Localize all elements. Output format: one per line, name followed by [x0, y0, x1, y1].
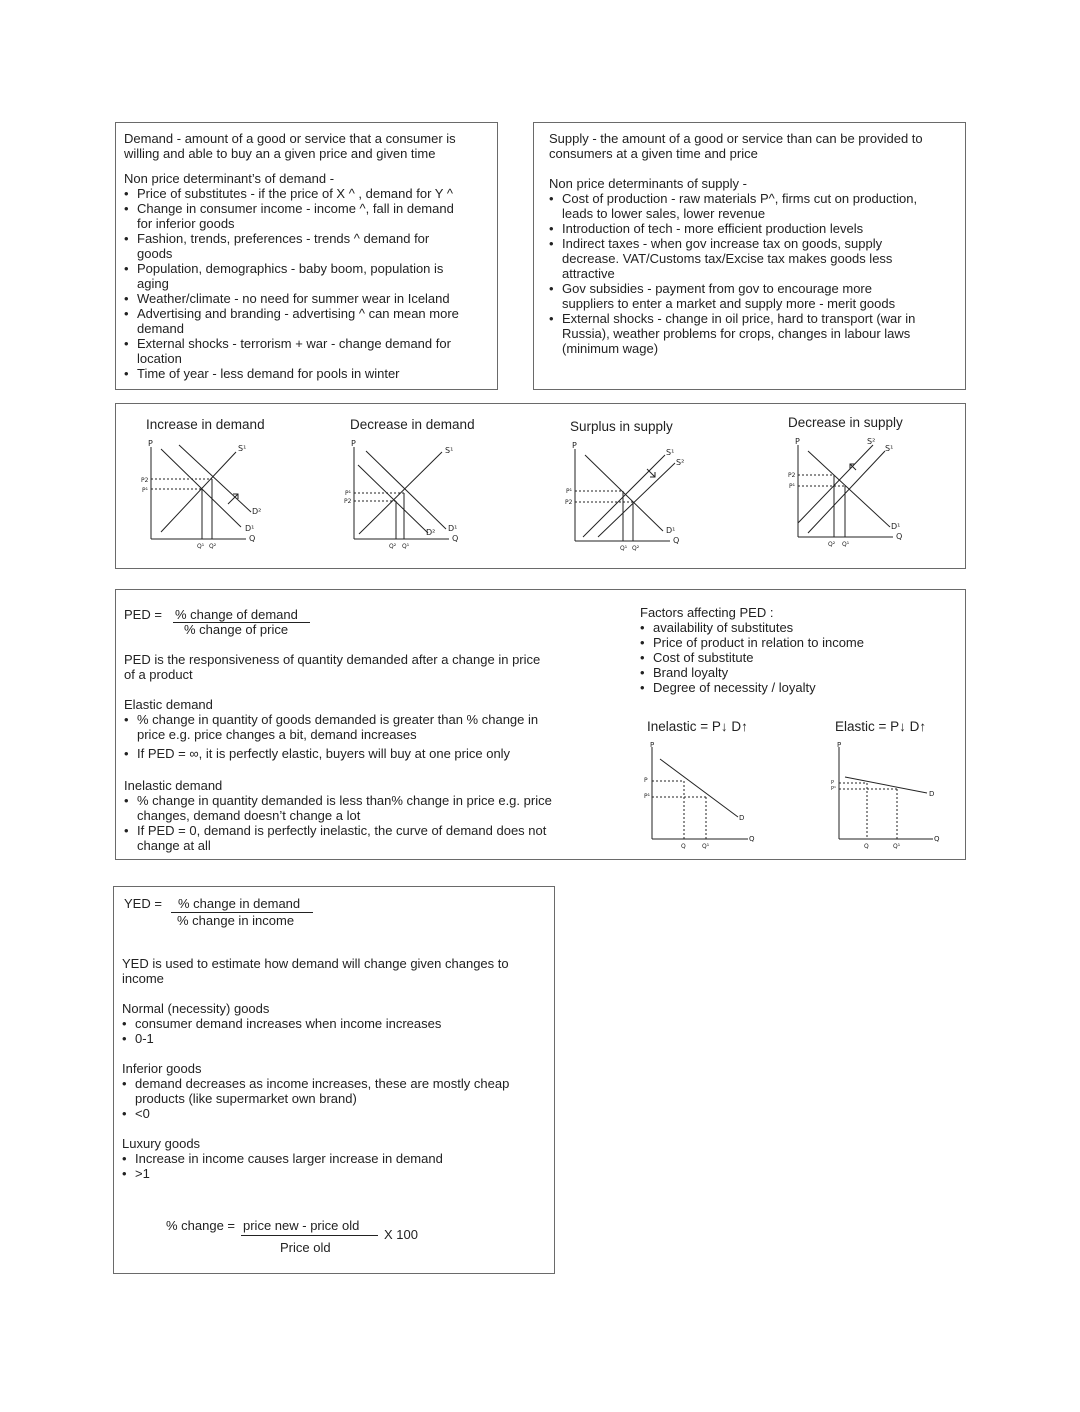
label-p1: P¹ — [789, 483, 796, 490]
demand-definition-line: willing and able to buy an a given price and given time — [124, 146, 436, 161]
pct-change-multiplier: X 100 — [384, 1227, 418, 1242]
yed-definition-line: YED is used to estimate how demand will change given changes to — [122, 956, 509, 971]
list-item: • consumer demand increases when income increases — [122, 1016, 441, 1031]
label-q1: Q¹ — [893, 843, 901, 850]
list-item — [549, 221, 917, 236]
list-item-line: • Advertising and branding - advertising ^ can mean more — [137, 306, 459, 321]
label-q1: Q¹ — [402, 543, 410, 550]
list-item-line: aging — [137, 276, 169, 291]
demand-curve — [660, 759, 738, 817]
normal-goods-heading: Normal (necessity) goods — [122, 1001, 270, 1016]
list-item-line: • Price of substitutes - if the price of X ^ , demand for Y ^ — [137, 186, 453, 201]
supply-definition-line: Supply - the amount of a good or service than can be provided to — [549, 131, 923, 146]
list-item-line: price e.g. price changes a bit, demand increases — [137, 727, 417, 742]
list-item — [122, 1076, 509, 1106]
supply-curve-s2 — [798, 445, 873, 523]
label-d1: D¹ — [448, 524, 458, 533]
label-p1: P¹ — [345, 490, 352, 497]
list-item-line: (minimum wage) — [562, 341, 659, 356]
supply-determinants-heading: Non price determinants of supply - — [549, 176, 747, 191]
list-item: • >1 — [122, 1166, 443, 1181]
demand-curve-d2 — [358, 465, 428, 533]
label-p: P — [831, 780, 835, 786]
pct-change-denominator: Price old — [280, 1240, 331, 1255]
list-item-line: changes, demand doesn’t change a lot — [137, 808, 361, 823]
list-item — [124, 186, 459, 201]
ped-formula-denominator: % change of price — [184, 622, 289, 637]
label-q2: Q² — [389, 543, 397, 550]
list-item-line: • Indirect taxes - when gov increase tax on goods, supply — [562, 236, 883, 251]
yed-formula-numerator: % change in demand — [178, 896, 301, 911]
list-item-line: products (like supermarket own brand) — [135, 1091, 357, 1106]
yed-formula-denominator: % change in income — [177, 913, 295, 928]
supply-box — [533, 122, 966, 390]
axis-label-q: Q — [452, 534, 459, 543]
axis-label-p: P — [572, 441, 577, 450]
ped-definition-line: of a product — [124, 667, 193, 682]
list-item — [124, 823, 552, 853]
pct-change-label: % change = — [166, 1218, 236, 1233]
list-item-line: decrease. VAT/Customs tax/Excise tax makes goods less — [562, 251, 893, 266]
label-p1: P¹ — [831, 786, 837, 792]
axis-label-p: P — [837, 741, 842, 749]
supply-curve-s1 — [808, 451, 885, 533]
label-d: D — [739, 814, 745, 822]
graph-title-increase-demand: Increase in demand — [146, 417, 265, 432]
label-s2: S² — [676, 458, 685, 467]
supply-curve-s1 — [161, 452, 236, 532]
list-item — [124, 261, 459, 291]
yed-formula-label: YED = — [124, 896, 162, 911]
inferior-goods-heading: Inferior goods — [122, 1061, 202, 1076]
list-item-line: for inferior goods — [137, 216, 235, 231]
decrease-supply-graph — [788, 435, 923, 550]
elastic-graph-title: Elastic = P↓ D↑ — [835, 719, 927, 734]
list-item: • Degree of necessity / loyalty — [640, 680, 864, 695]
label-d: D — [929, 790, 935, 798]
list-item-line: • Weather/climate - no need for summer wear in Iceland — [137, 291, 450, 306]
list-item-line: • % change in quantity demanded is less than% change in price e.g. price — [137, 793, 552, 808]
list-item: • Brand loyalty — [640, 665, 864, 680]
ped-definition — [124, 652, 540, 682]
list-item: • Cost of substitute — [640, 650, 864, 665]
yed-box — [113, 886, 555, 1274]
list-item-line: • Population, demographics - baby boom, population is — [137, 261, 444, 276]
list-item — [124, 712, 538, 742]
surplus-supply-graph — [565, 439, 695, 554]
axis-label-q: Q — [934, 835, 940, 843]
list-item-line: • Time of year - less demand for pools in winter — [137, 366, 400, 381]
axis-label-p: P — [351, 439, 356, 448]
supply-definition — [549, 131, 923, 161]
demand-curve-d1 — [161, 449, 241, 527]
list-item-line: attractive — [562, 266, 615, 281]
list-item — [124, 291, 459, 306]
luxury-goods-heading: Luxury goods — [122, 1136, 201, 1151]
inferior-goods-list — [122, 1076, 509, 1121]
list-item — [549, 236, 917, 281]
list-item — [549, 311, 917, 356]
list-item — [549, 281, 917, 311]
label-q1: Q¹ — [620, 545, 628, 552]
elastic-demand-graph — [825, 739, 950, 854]
label-q1: Q¹ — [842, 541, 850, 548]
list-item-line: • If PED = ∞, it is perfectly elastic, buyers will buy at one price only — [137, 746, 511, 761]
list-item-line: • % change in quantity of goods demanded is greater than % change in — [137, 712, 539, 727]
list-item: • <0 — [122, 1106, 509, 1121]
axis-label-q: Q — [673, 536, 680, 545]
list-item — [124, 746, 538, 761]
inelastic-graph-title: Inelastic = P↓ D↑ — [647, 719, 748, 734]
label-s1: S¹ — [885, 444, 894, 453]
decrease-demand-graph — [344, 437, 474, 552]
graph-title-decrease-supply: Decrease in supply — [788, 415, 903, 430]
list-item-line: • Introduction of tech - more efficient production levels — [562, 221, 864, 236]
list-item-line: • Change in consumer income - income ^, fall in demand — [137, 201, 454, 216]
ped-formula-label: PED = — [124, 607, 162, 622]
ped-definition-line: PED is the responsiveness of quantity demanded after a change in price — [124, 652, 541, 667]
list-item-line: • External shocks - terrorism + war - change demand for — [137, 336, 451, 351]
label-q2: Q² — [632, 545, 640, 552]
pct-change-fraction-bar — [241, 1235, 378, 1236]
label-s1: S¹ — [666, 448, 675, 457]
inelastic-demand-graph — [640, 739, 765, 854]
label-p2: P2 — [788, 472, 796, 479]
demand-curve-d1 — [366, 451, 446, 529]
elastic-list — [124, 712, 538, 761]
demand-curve — [845, 777, 927, 793]
axis-label-q: Q — [249, 534, 256, 543]
supply-definition-line: consumers at a given time and price — [549, 146, 758, 161]
list-item — [124, 366, 459, 381]
inelastic-heading: Inelastic demand — [124, 778, 223, 793]
axis-label-p: P — [650, 741, 655, 749]
label-q2: Q² — [209, 543, 217, 550]
label-p2: P2 — [141, 477, 149, 484]
list-item-line: demand — [137, 321, 184, 336]
list-item — [124, 306, 459, 336]
list-item-line: change at all — [137, 838, 211, 853]
list-item: • availability of substitutes — [640, 620, 864, 635]
inelastic-list — [124, 793, 552, 853]
pct-change-numerator: price new - price old — [243, 1218, 360, 1233]
label-p1: P¹ — [644, 793, 651, 800]
list-item-line: location — [137, 351, 182, 366]
ped-box — [115, 589, 966, 860]
ped-formula-numerator: % change of demand — [175, 607, 298, 622]
list-item-line: • Cost of production - raw materials P^, firms cut on production, — [562, 191, 918, 206]
list-item-line: goods — [137, 246, 173, 261]
label-p: P — [644, 777, 648, 784]
axis-label-p: P — [795, 437, 800, 446]
demand-curve-d1 — [585, 455, 663, 531]
list-item — [124, 793, 552, 823]
yed-definition — [122, 956, 509, 986]
list-item — [124, 336, 459, 366]
list-item: • 0-1 — [122, 1031, 441, 1046]
list-item: • Increase in income causes larger increase in demand — [122, 1151, 443, 1166]
axis-label-q: Q — [749, 835, 755, 843]
supply-determinants-list — [549, 191, 917, 356]
graphs-box — [115, 403, 966, 569]
label-q: Q — [681, 843, 686, 850]
list-item-line: • Gov subsidies - payment from gov to encourage more — [562, 281, 872, 296]
demand-definition-line: Demand - amount of a good or service that a consumer is — [124, 131, 456, 146]
demand-determinants-list — [124, 186, 459, 381]
demand-definition — [124, 131, 456, 161]
label-q1: Q¹ — [197, 543, 205, 550]
graph-title-decrease-demand: Decrease in demand — [350, 417, 475, 432]
axis-label-p: P — [148, 439, 153, 448]
list-item — [124, 201, 459, 231]
list-item: • Price of product in relation to income — [640, 635, 864, 650]
ped-factors-heading: Factors affecting PED : — [640, 605, 774, 620]
label-p2: P2 — [344, 498, 352, 505]
label-p1: P¹ — [142, 487, 149, 494]
list-item-line: • If PED = 0, demand is perfectly inelastic, the curve of demand does not — [137, 823, 547, 838]
yed-definition-line: income — [122, 971, 164, 986]
list-item-line: • Fashion, trends, preferences - trends ^ demand for — [137, 231, 430, 246]
label-s1: S¹ — [238, 444, 247, 453]
shift-arrow — [850, 464, 856, 470]
label-d1: D¹ — [891, 522, 901, 531]
demand-box — [115, 122, 498, 390]
list-item-line: Russia), weather problems for crops, changes in labour laws — [562, 326, 911, 341]
luxury-goods-list — [122, 1151, 443, 1181]
normal-goods-list — [122, 1016, 441, 1046]
increase-demand-graph — [141, 437, 271, 552]
label-q: Q — [864, 843, 869, 850]
ped-factors-list — [640, 620, 864, 695]
list-item-line: leads to lower sales, lower revenue — [562, 206, 766, 221]
graph-title-surplus-supply: Surplus in supply — [570, 419, 673, 434]
supply-curve-s2 — [598, 463, 675, 537]
label-p2: P2 — [565, 499, 573, 506]
label-d2: D² — [426, 528, 436, 537]
shift-arrow — [647, 469, 655, 477]
demand-determinants-heading: Non price determinant’s of demand - — [124, 171, 335, 186]
list-item — [549, 191, 917, 221]
label-p1: P¹ — [566, 488, 573, 495]
label-d1: D¹ — [666, 526, 676, 535]
elastic-heading: Elastic demand — [124, 697, 213, 712]
list-item — [124, 231, 459, 261]
label-s1: S¹ — [445, 446, 454, 455]
label-s2: S² — [867, 437, 876, 446]
label-q2: Q² — [828, 541, 836, 548]
list-item-line: • External shocks - change in oil price, hard to transport (war in — [562, 311, 916, 326]
label-d1: D¹ — [245, 524, 255, 533]
axis-label-q: Q — [896, 532, 903, 541]
list-item-line: suppliers to enter a market and supply more - merit goods — [562, 296, 896, 311]
list-item-line: • demand decreases as income increases, these are mostly cheap — [135, 1076, 510, 1091]
label-d2: D² — [252, 507, 262, 516]
supply-curve-s1 — [583, 455, 665, 537]
label-q1: Q¹ — [702, 843, 710, 850]
